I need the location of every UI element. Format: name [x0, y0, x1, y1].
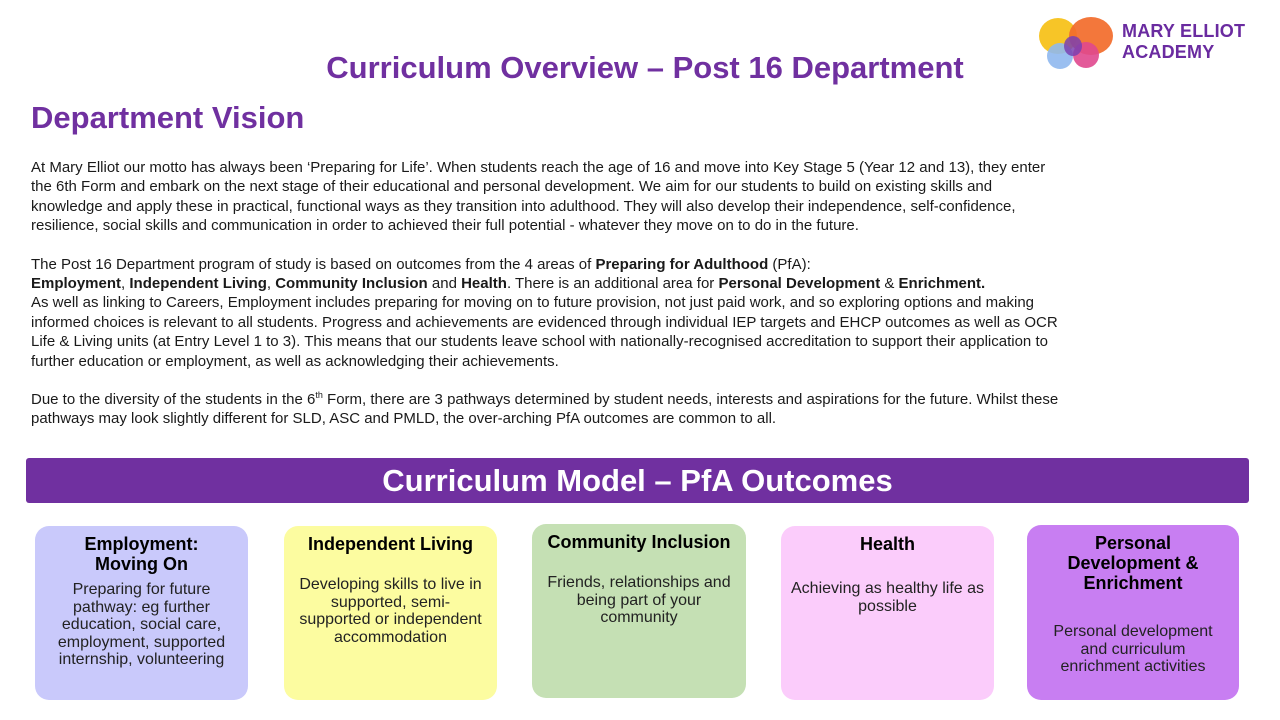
vision-paragraph-3: Due to the diversity of the students in the 6th Form, there are 3 pathways determined by student needs, interests and aspirations for the future. Whilst these pathways may look slightly different for SLD, ASC and PMLD, the over-arching PfA outcomes are common to all. [31, 390, 1059, 428]
card-title: Health [859, 534, 915, 554]
vision-body [31, 158, 1231, 429]
card-description: Friends, relationships and being part of your community [547, 574, 731, 626]
department-vision-heading: Department Vision [31, 100, 305, 135]
card-description: Achieving as healthy life as possible [791, 580, 984, 615]
card-health [781, 526, 994, 700]
card-title: Employment: Moving On [84, 534, 199, 574]
card-employment [35, 526, 248, 700]
card-community-inclusion [532, 524, 746, 698]
vision-paragraph-2: The Post 16 Department program of study is based on outcomes from the 4 areas of Preparing for Adulthood (PfA): Employment, Independent Living, Community Inclusion and Health. There is an additional area for Personal Development & Enrichment. As well as linking to Careers, Employment includes preparing for moving on to future provision, not just paid work, and so exploring options and making informed choices is relevant to all students. Progress and achievements are evidenced through individual IEP targets and EHCP outcomes as well as OCR Life & Living units (at Entry Level 1 to 3). This means that our students leave school with nationally-recognised accreditation to support their application to further education or employment, as well as acknowledging their achievements. [31, 255, 1058, 370]
card-title: Personal Development & Enrichment [1067, 533, 1199, 593]
page-title: Curriculum Overview – Post 16 Department [326, 50, 964, 85]
card-description: Preparing for future pathway: eg further education, social care, employment, supported internship, volunteering [57, 581, 226, 668]
curriculum-model-banner: Curriculum Model – PfA Outcomes [26, 458, 1249, 503]
vision-paragraph-1: At Mary Elliot our motto has always been ‘Preparing for Life’. When students reach the age of 16 and move into Key Stage 5 (Year 12 and 13), they enter the 6th Form and embark on the next stage of their educational and personal development. We aim for our students to build on existing skills and knowledge and apply these in practical, functional ways as they transition into adulthood. They will also develop their independence, self-confidence, resilience, social skills and communication in order to achieved their full potential - whatever they move on to do in the future. [31, 159, 1046, 235]
card-title: Independent Living [308, 534, 473, 554]
card-description: Developing skills to live in supported, semi-supported or independent accommodation [299, 576, 482, 646]
logo-wordmark: MARY ELLIOT ACADEMY [1122, 21, 1246, 62]
card-title: Community Inclusion [547, 532, 731, 552]
card-personal-development [1027, 525, 1239, 700]
card-independent-living [284, 526, 497, 700]
card-description: Personal development and curriculum enrichment activities [1053, 623, 1213, 675]
